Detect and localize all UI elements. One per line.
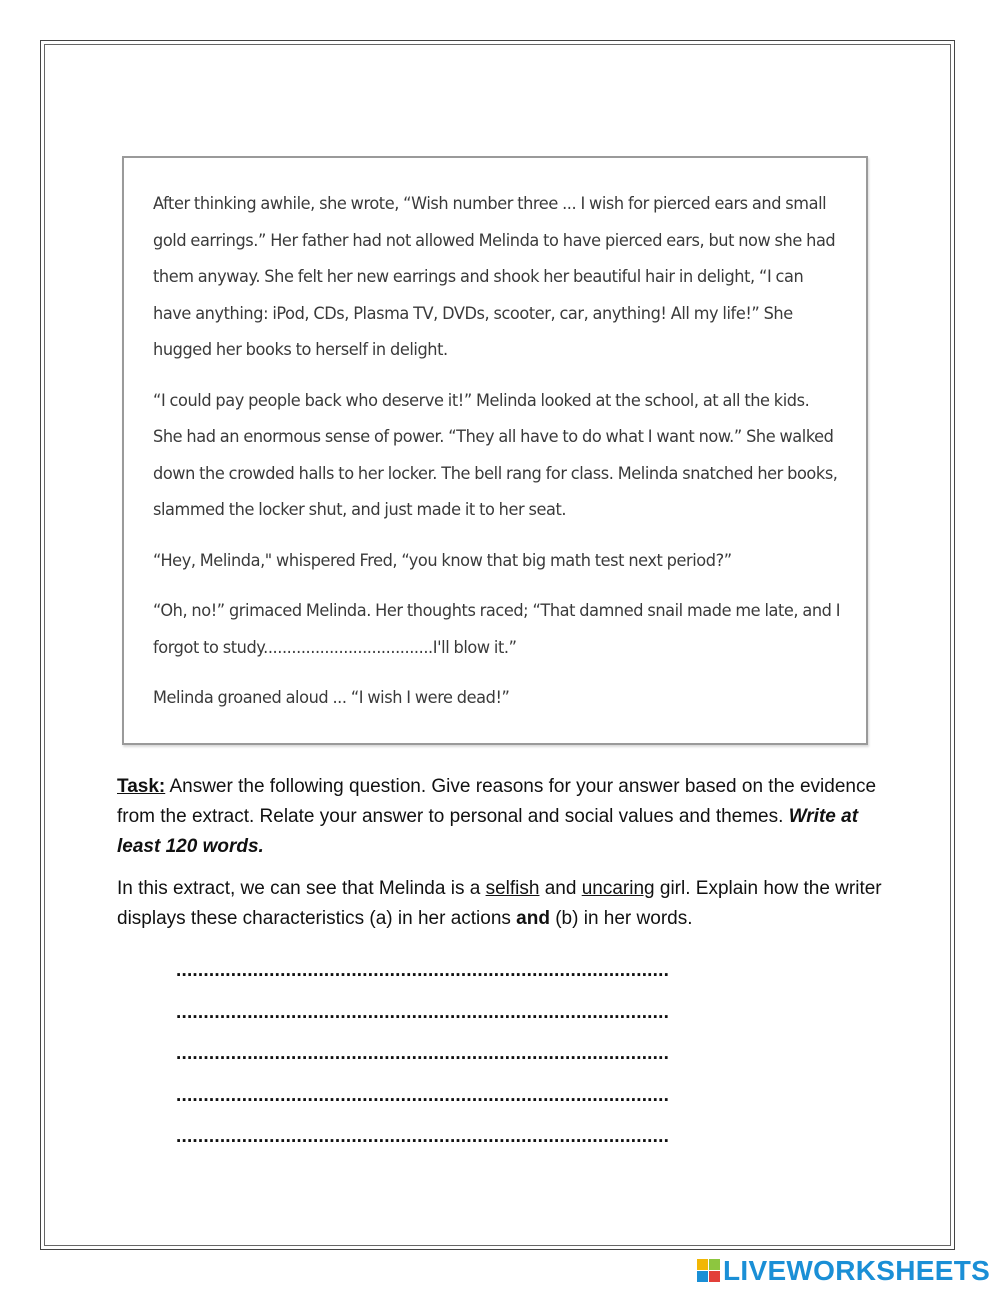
answer-line-3[interactable]: .......................................................................................... <box>176 1043 670 1064</box>
extract-paragraph: “Oh, no!” grimaced Melinda. Her thoughts raced; “That damned snail made me late, and I forgot to study....................................I'll blow it.” <box>153 601 841 658</box>
word-count-requirement: Write at least 120 words. <box>117 806 859 857</box>
answer-line-2[interactable]: .......................................................................................... <box>176 1001 670 1023</box>
question-text: and <box>539 878 582 899</box>
answer-area[interactable] <box>176 958 866 1166</box>
extract-paragraph: “I could pay people back who deserve it!” Melinda looked at the school, at all the kids. She had an enormous sense of power. “They all have to do what I want now.” She walked down the crowded halls to her locker. The bell rang for class. Melinda snatched her books, slammed the locker shut, and just made it to her seat. <box>153 390 838 520</box>
logo-square <box>697 1271 708 1282</box>
task-section <box>117 772 887 946</box>
keyword-selfish: selfish <box>485 878 540 899</box>
keyword-uncaring: uncaring <box>581 878 655 899</box>
question-text: (b) in her words. <box>549 908 693 929</box>
logo-square <box>709 1271 720 1282</box>
keyword-and: and <box>516 908 550 929</box>
task-instruction-text: Answer the following question. Give reasons for your answer based on the evidence from the extract. Relate your answer to personal and social values and themes. <box>117 776 877 827</box>
extract-paragraph: After thinking awhile, she wrote, “Wish number three ... I wish for pierced ears and small gold earrings.” Her father had not allowed Melinda to have pierced ears, but now she had them anyway. She felt her new earrings and shook her beautiful hair in delight, “I can have anything: iPod, CDs, Plasma TV, DVDs, scooter, car, anything! All my life!” She hugged her books to herself in delight. <box>153 194 836 360</box>
question-text: In this extract, we can see that Melinda is a <box>117 878 486 899</box>
liveworksheets-logo-icon <box>697 1259 721 1283</box>
logo-square <box>697 1259 708 1270</box>
task-question <box>117 874 887 934</box>
answer-line-1[interactable]: .......................................................................................... <box>176 960 670 981</box>
liveworksheets-brand <box>697 1256 990 1286</box>
answer-line-4[interactable]: .......................................................................................... <box>176 1084 670 1106</box>
extract-paragraph: Melinda groaned aloud ... “I wish I were dead!” <box>153 688 510 708</box>
logo-square <box>709 1259 720 1270</box>
extract-paragraph: “Hey, Melinda," whispered Fred, “you know that big math test next period?” <box>153 550 732 571</box>
task-label: Task: <box>117 776 166 797</box>
story-extract-box <box>122 156 868 745</box>
task-instruction <box>117 772 887 862</box>
brand-name: LIVEWORKSHEETS <box>723 1255 991 1286</box>
answer-line-5[interactable]: .......................................................................................... <box>176 1126 670 1147</box>
question-text: girl. Explain how the writer displays these characteristics (a) in her actions <box>117 878 882 929</box>
